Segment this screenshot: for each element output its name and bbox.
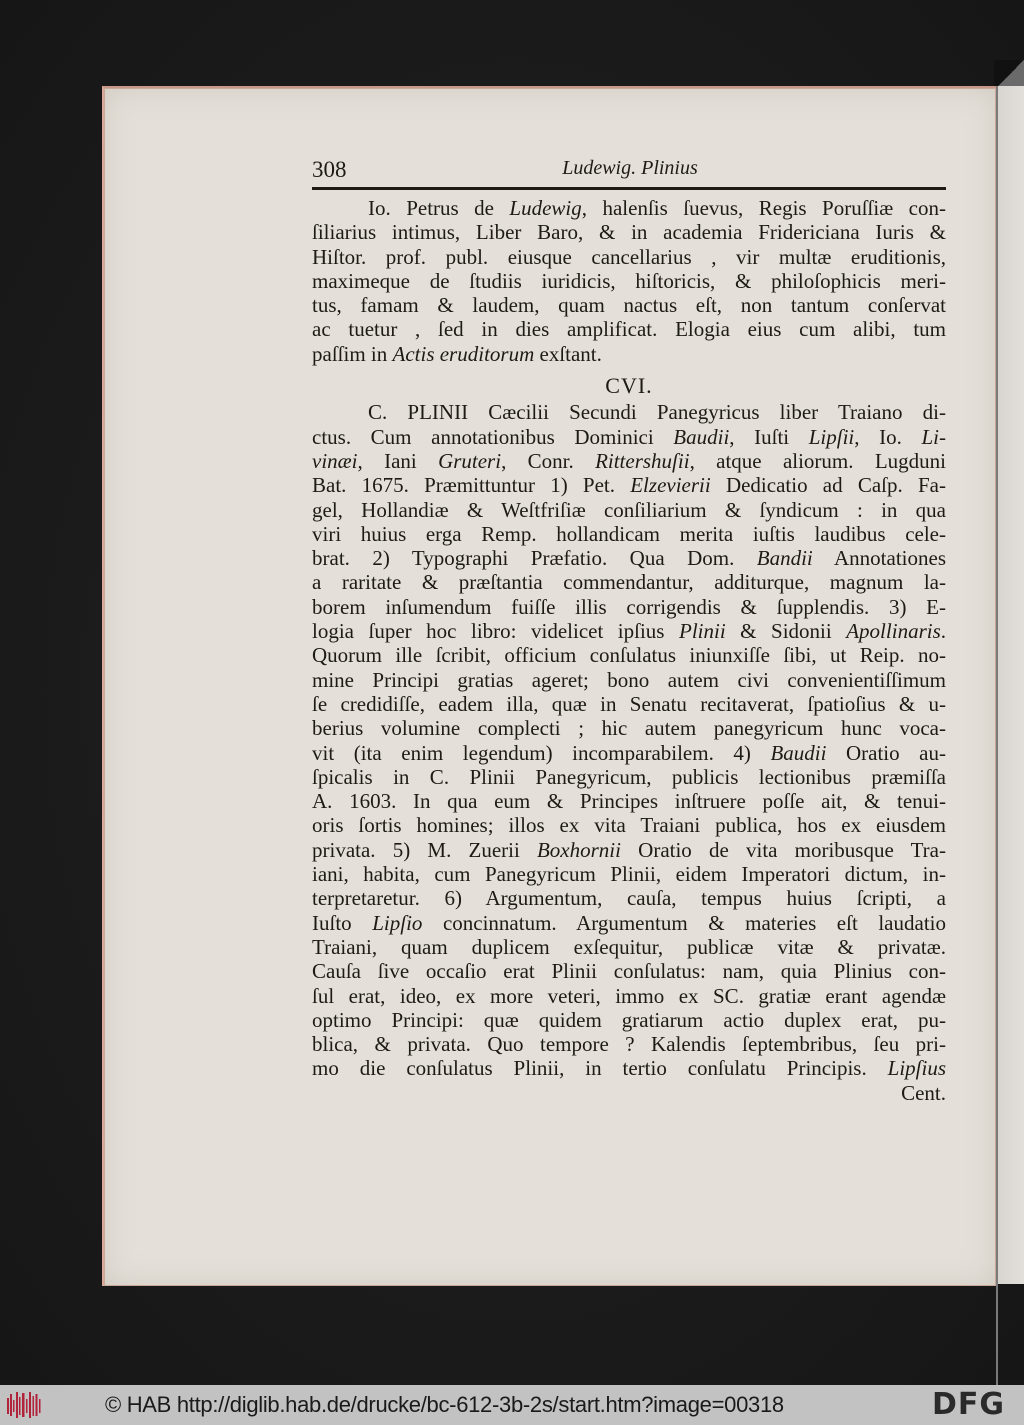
text-line: mine Principi gratias ageret; bono autem civi convenientiſſimum [312, 667, 946, 692]
header-rule [312, 187, 946, 190]
text-line: vinæi, Iani Gruteri, Conr. Rittershuſii, atque aliorum. Lugduni [312, 448, 946, 473]
page-body [312, 196, 946, 1105]
page-number: 308 [312, 157, 347, 182]
text-line: iani, habita, cum Panegyricum Plinii, eidem Imperatori dictum, in- [312, 862, 946, 887]
text-line: privata. 5) M. Zuerii Boxhornii Oratio de vita moribusque Tra- [312, 837, 946, 862]
page-gutter-line [996, 86, 998, 1386]
facing-page-edge [994, 86, 1024, 1284]
text-line: ac tuetur , ſed in dies amplificat. Elogia eius cum alibi, tum [312, 317, 946, 342]
text-line: Bat. 1675. Præmittuntur 1) Pet. Elzevierii Dedicatio ad Caſp. Fa- [312, 473, 946, 498]
hab-barcode-logo-icon [6, 1390, 42, 1420]
text-line: Hiſtor. prof. publ. eiusque cancellarius , vir multæ eruditionis, [312, 244, 946, 269]
text-line: A. 1603. In qua eum & Principes inſtruere poſſe ait, & tenui- [312, 789, 946, 814]
dfg-logo: DFG [932, 1387, 1006, 1422]
text-line: berius volumine complecti ; hic autem panegyricum hunc voca- [312, 716, 946, 741]
entry-ludewig [312, 196, 946, 366]
text-line: logia ſuper hoc libro: videlicet ipſius Plinii & Sidonii Apollinaris. [312, 619, 946, 644]
text-line: ſpicalis in C. Plinii Panegyricum, publicis lectionibus præmiſſa [312, 764, 946, 789]
text-line: Iuſto Lipſio concinnatum. Argumentum & materies eſt laudatio [312, 910, 946, 935]
text-line: borem inſumendum fuiſſe illis corrigendis & ſupplendis. 3) E- [312, 594, 946, 619]
text-line: vit (ita enim legendum) incomparabilem. 4) Baudii Oratio au- [312, 740, 946, 765]
text-line: ctus. Cum annotationibus Dominici Baudii, Iuſti Lipſii, Io. Li- [312, 424, 946, 449]
text-line: ſe credidiſſe, eadem illa, quæ in Senatu recitaverat, ſpatioſius & u- [312, 691, 946, 716]
text-line: viri huius erga Remp. hollandicam merita iuſtis laudibus cele- [312, 521, 946, 546]
text-line: brat. 2) Typographi Præfatio. Qua Dom. Bandii Annotationes [312, 546, 947, 571]
text-line: gel, Hollandiæ & Weſtfriſiæ conſiliarium & ſyndicum : in qua [312, 497, 946, 522]
text-line: tus, famam & laudem, quam nactus eſt, non tantum conſervat [312, 293, 946, 318]
text-line: C. PLINII Cæcilii Secundi Panegyricus liber Traiano di- [368, 400, 946, 425]
text-line: terpretaretur. 6) Argumentum, cauſa, tempus huius ſcripti, a [312, 886, 946, 911]
section-heading: CVI. [605, 373, 653, 399]
catchword: Cent. [901, 1080, 946, 1105]
page-header [312, 155, 948, 185]
copyright-url[interactable]: © HAB http://diglib.hab.de/drucke/bc-612-3b-2s/start.htm?image=00318 [105, 1392, 784, 1417]
entry-plinius [312, 400, 946, 1080]
footer-bar [0, 1385, 1024, 1425]
text-line: maximeque de ſtudiis iuridicis, hiſtoricis, & philoſophicis meri- [312, 268, 946, 293]
text-line: Quorum ille ſcribit, officium conſulatus iniunxiſſe ſibi, ut Reip. no- [312, 643, 946, 668]
text-line: a raritate & præſtantia commendantur, additurque, magnum la- [312, 570, 946, 595]
text-line: ſul erat, ideo, ex more veteri, immo ex SC. gratiæ erant agendæ [312, 983, 946, 1008]
text-line: optimo Principi: quæ quidem gratiarum actio duplex erat, pu- [312, 1007, 946, 1032]
text-line: blica, & privata. Quo tempore ? Kalendis ſeptembribus, ſeu pri- [312, 1032, 946, 1057]
running-head: Ludewig. Plinius [562, 157, 698, 179]
text-line: paſſim in Actis eruditorum exſtant. [312, 341, 602, 366]
text-line: oris ſortis homines; illos ex vita Traiani publica, hos ex eiusdem [312, 813, 946, 838]
text-line: Traiani, quam duplicem exſequitur, publicæ vitæ & privatæ. [312, 934, 946, 959]
text-line: Io. Petrus de Ludewig, halenſis ſuevus, Regis Poruſſiæ con- [368, 196, 946, 220]
text-line: ſiliarius intimus, Liber Baro, & in academia Fridericiana Iuris & [312, 220, 946, 245]
text-line: Cauſa ſive occaſio erat Plinii conſulatus: nam, quia Plinius con- [312, 959, 946, 984]
text-line: mo die conſulatus Plinii, in tertio conſulatu Principis. Lipſius [312, 1056, 946, 1081]
